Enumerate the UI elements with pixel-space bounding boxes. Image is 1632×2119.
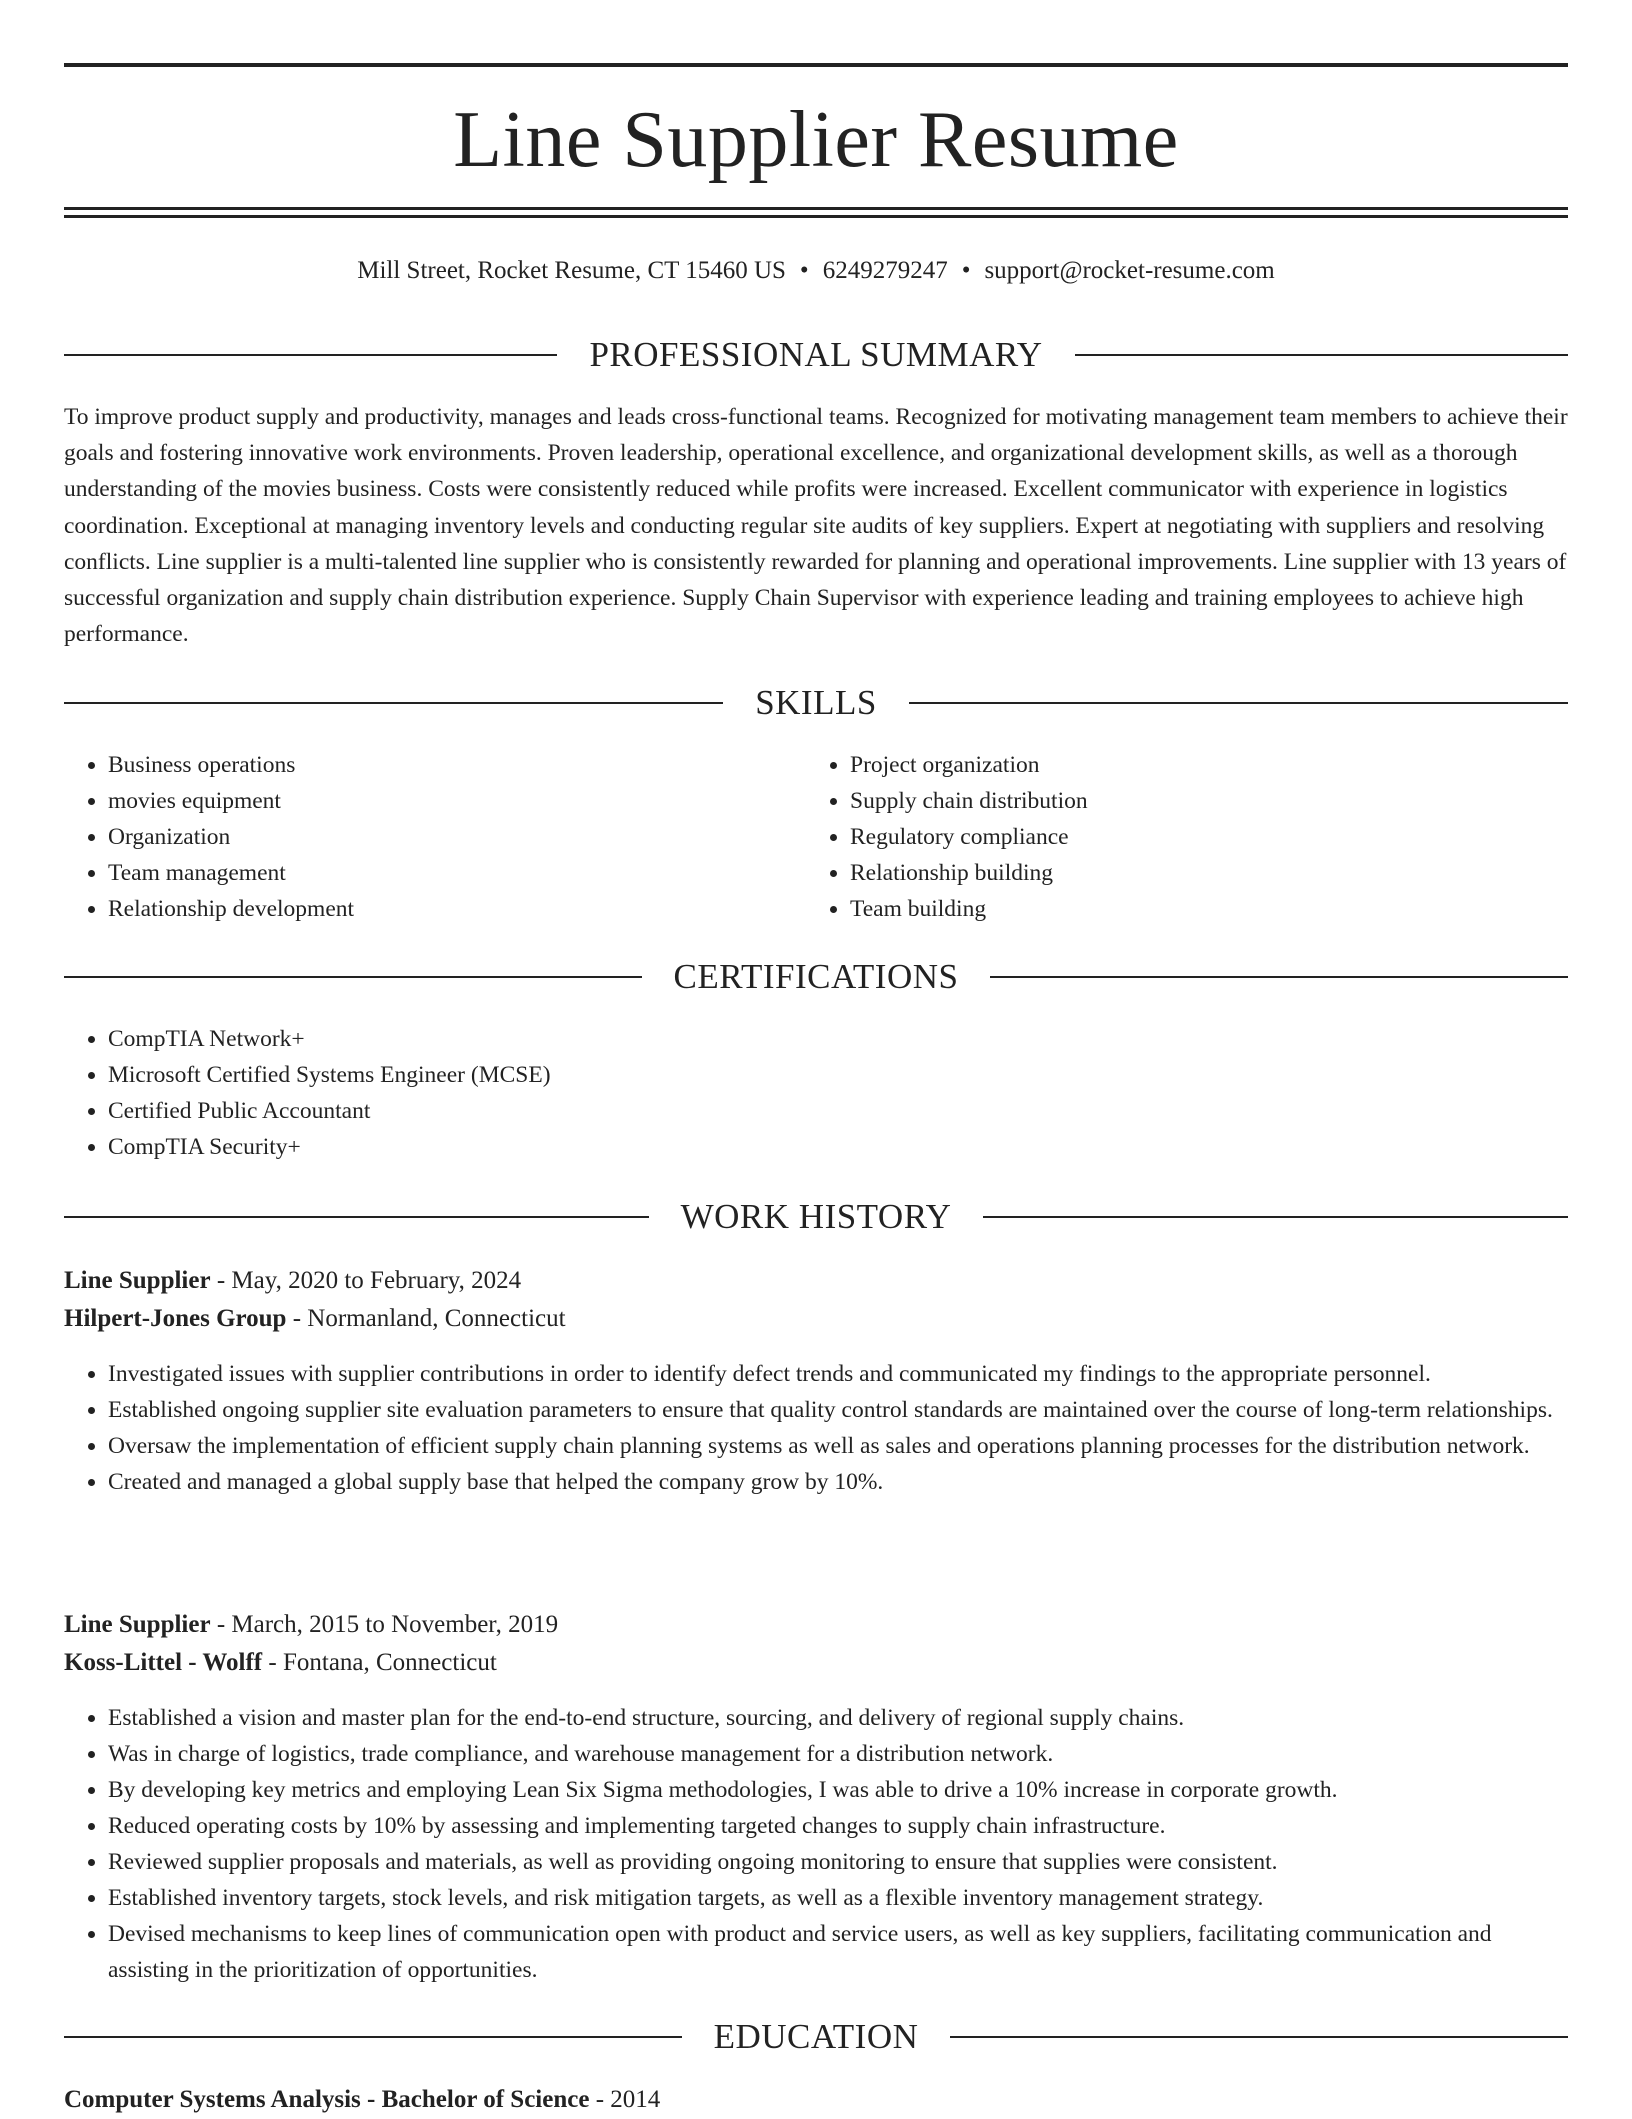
job-bullet: • By developing key metrics and employing Lean Six Sigma methodologies, I was able to drive a 10% increase in corporate growth. [108,1772,1568,1808]
job-company-line [64,1300,1568,1338]
job-title: Line Supplier [64,1611,211,1638]
skill-item: • Regulatory compliance [850,819,1550,855]
contact-phone: 6249279247 [822,257,948,284]
contact-email: support@rocket-resume.com [984,257,1275,284]
heading-rule-left [64,2036,682,2038]
heading-rule-left [64,976,642,978]
job-location: - Fontana, Connecticut [262,1649,497,1676]
job-bullet: • Established ongoing supplier site evaluation parameters to ensure that quality control standards are maintained over the course of long-term relationships. [108,1392,1568,1428]
skill-item: • Organization [108,819,808,855]
heading-rule-left [64,1216,649,1218]
job-bullets [64,1700,1568,1988]
job-title: Line Supplier [64,1267,211,1294]
contact-separator: • [799,257,809,284]
job-company-line [64,1644,1568,1682]
job-bullet: • Created and managed a global supply base that helped the company grow by 10%. [108,1464,1568,1500]
heading-rule-left [64,354,557,356]
skill-item: • Business operations [108,747,808,783]
section-heading-skills [64,681,1568,725]
certification-item: • Microsoft Certified Systems Engineer (MCSE) [108,1057,1568,1093]
header-double-rule-upper [64,207,1568,210]
contact-line [64,254,1568,288]
education-degree: Computer Systems Analysis - Bachelor of Science [64,2086,590,2113]
job-title-line [64,1606,1568,1644]
heading-rule-left [64,702,723,704]
header-double-rule-lower [64,215,1568,218]
certifications-heading: CERTIFICATIONS [673,957,959,996]
certification-item: • CompTIA Network+ [108,1021,1568,1057]
skill-item: • movies equipment [108,783,808,819]
skills-heading: SKILLS [755,683,877,722]
section-heading-summary [64,333,1568,377]
resume-title: Line Supplier Resume [453,96,1179,184]
heading-rule-right [990,976,1568,978]
contact-separator: • [961,257,971,284]
job-dates: - March, 2015 to November, 2019 [210,1611,559,1638]
certification-item: • CompTIA Security+ [108,1129,1568,1165]
job-bullet: • Oversaw the implementation of efficient supply chain planning systems as well as sales and operations planning processes for the distribution network. [108,1428,1568,1464]
job-company: Hilpert-Jones Group [64,1305,287,1332]
heading-rule-right [1075,354,1568,356]
section-heading-education [64,2015,1568,2059]
skills-list-right [806,747,1550,927]
job-bullet: • Devised mechanisms to keep lines of communication open with product and service users, as well as key suppliers, facilitating communication and assisting in the prioritization of opportunities. [108,1916,1568,1988]
job-bullet: • Reduced operating costs by 10% by assessing and implementing targeted changes to supply chain infrastructure. [108,1808,1568,1844]
job-company: Koss-Littel - Wolff [64,1649,263,1676]
section-heading-certifications [64,955,1568,999]
job-bullet: • Investigated issues with supplier contributions in order to identify defect trends and communicated my findings to the appropriate personnel. [108,1356,1568,1392]
skill-item: • Project organization [850,747,1550,783]
heading-rule-right [909,702,1568,704]
job-location: - Normanland, Connecticut [286,1305,566,1332]
summary-text: To improve product supply and productivity, manages and leads cross-functional teams. Recognized for motivating management team members to achieve their goals and fostering innovative work environments. Proven leadership, operational excellence, and organizational development skills, as well as a thorough understanding of the movies business. Costs were consistently reduced while profits were increased. Excellent communicator with experience in logistics coordination. Exceptional at managing inventory levels and conducting regular site audits of key suppliers. Expert at negotiating with suppliers and resolving conflicts. Line supplier is a multi-talented line supplier who is consistently rewarded for planning and operational improvements. Line supplier with 13 years of successful organization and supply chain distribution experience. Supply Chain Supervisor with experience leading and training employees to achieve high performance. [64,404,1568,648]
skill-item: • Relationship building [850,855,1550,891]
work-history-heading: WORK HISTORY [680,1197,952,1236]
summary-heading: PROFESSIONAL SUMMARY [589,335,1043,374]
education-heading: EDUCATION [713,2017,919,2056]
job-title-line [64,1262,1568,1300]
contact-address: Mill Street, Rocket Resume, CT 15460 US [357,257,786,284]
header-top-rule [64,63,1568,67]
skills-list-left [64,747,808,927]
certification-item: • Certified Public Accountant [108,1093,1568,1129]
section-heading-work-history [64,1195,1568,1239]
skill-item: • Supply chain distribution [850,783,1550,819]
heading-rule-right [950,2036,1568,2038]
heading-rule-right [983,1216,1568,1218]
skill-item: • Team building [850,891,1550,927]
education-line [64,2081,1568,2119]
job-bullet: • Established inventory targets, stock levels, and risk mitigation targets, as well as a flexible inventory management strategy. [108,1880,1568,1916]
job-bullet: • Reviewed supplier proposals and materials, as well as providing ongoing monitoring to ensure that supplies were consistent. [108,1844,1568,1880]
job-bullets [64,1356,1568,1500]
skill-item: • Team management [108,855,808,891]
skill-item: • Relationship development [108,891,808,927]
job-dates: - May, 2020 to February, 2024 [210,1267,522,1294]
job-bullet: • Was in charge of logistics, trade compliance, and warehouse management for a distribution network. [108,1736,1568,1772]
job-bullet: • Established a vision and master plan for the end-to-end structure, sourcing, and delivery of regional supply chains. [108,1700,1568,1736]
education-year: - 2014 [589,2086,661,2113]
certifications-list [64,1021,1568,1165]
